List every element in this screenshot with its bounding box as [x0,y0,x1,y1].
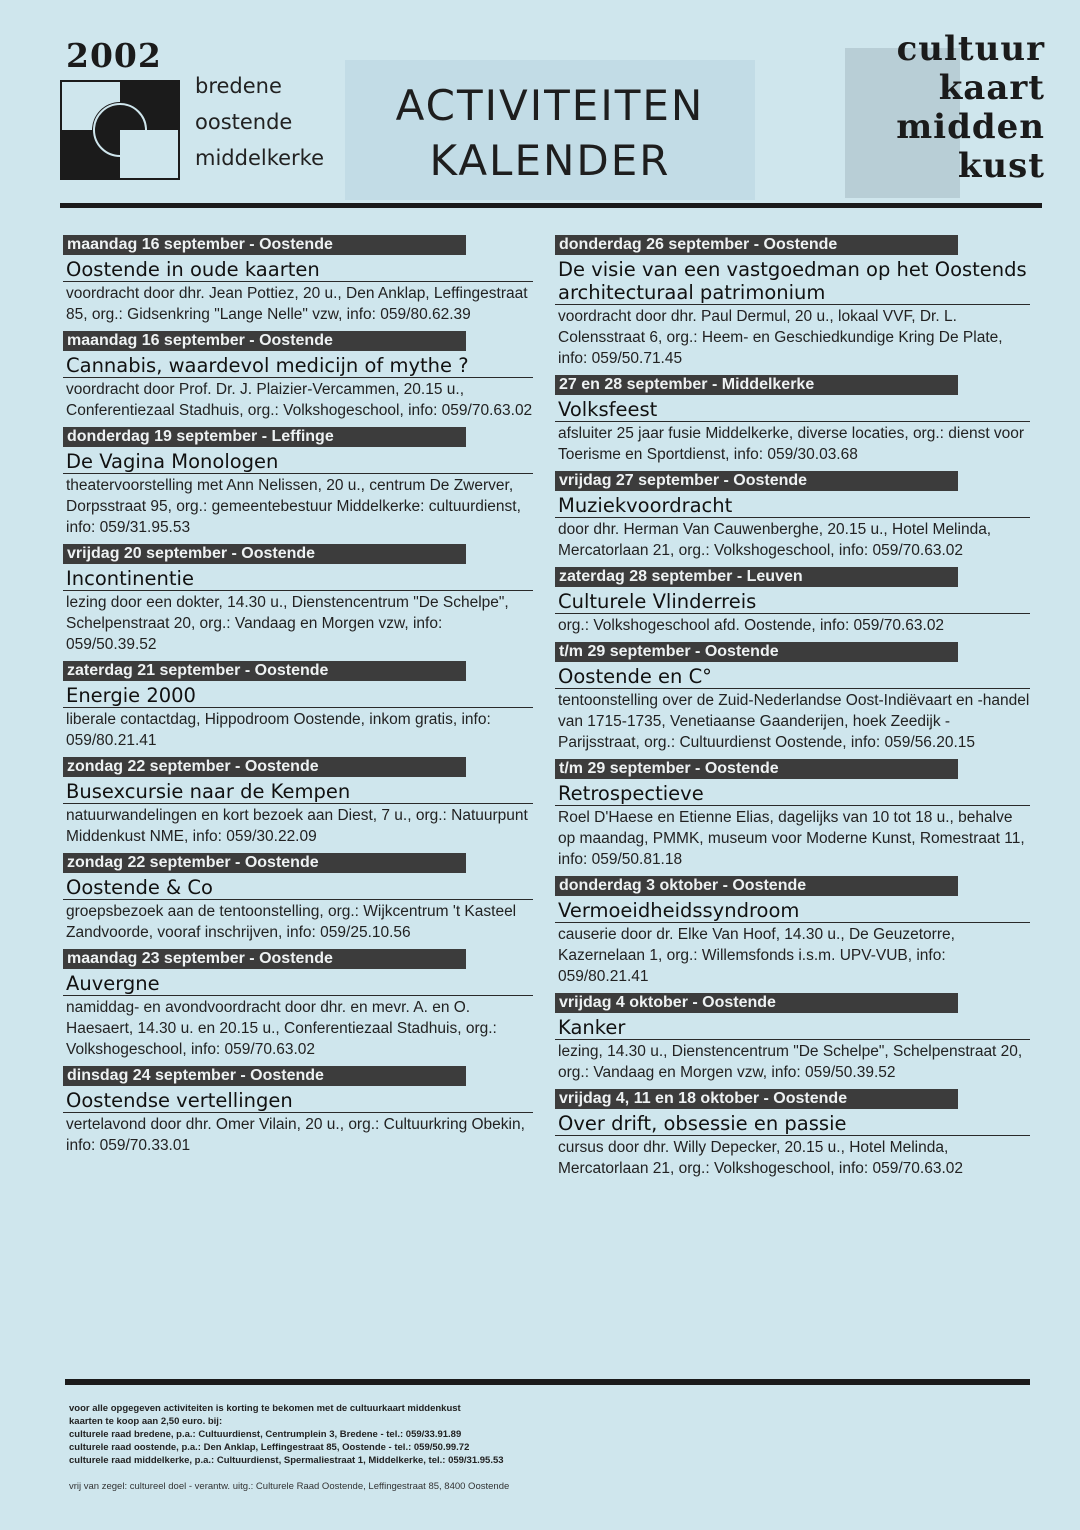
event-title: De Vagina Monologen [63,447,533,474]
event-description: voordracht door dhr. Jean Pottiez, 20 u., Den Anklap, Leffingestraat 85, org.: Gidsenkring "Lange Nelle" vzw, info: 059/80.62.39 [66,285,528,323]
event-item [555,993,1030,1083]
event-title: Retrospectieve [555,779,1030,806]
event-description: org.: Volkshogeschool afd. Oostende, info: 059/70.63.02 [558,617,945,634]
wordmark-line-2: kaart [938,68,1045,108]
town-bredene: bredene [195,74,282,98]
event-title: Oostendse vertellingen [63,1086,533,1113]
event-date: zaterdag 28 september - Leuven [555,567,958,587]
footer-line: culturele raad middelkerke, p.a.: Cultuurdienst, Spermaliestraat 1, Middelkerke, tel.: 059/31.95.53 [69,1455,504,1466]
event-date: t/m 29 september - Oostende [555,759,958,779]
title-line-1: ACTIVITEITEN [395,81,705,130]
event-date: maandag 16 september - Oostende [63,235,466,255]
event-title: De visie van een vastgoedman op het Oostends architecturaal patrimonium [555,255,1030,305]
wordmark-line-4: kust [957,146,1045,186]
event-description: voordracht door dhr. Paul Dermul, 20 u., lokaal VVF, Dr. L. Colensstraat 6, org.: Heem- en Geschiedkundige Kring De Plate, info: 059/50.71.45 [558,308,1003,367]
event-description: tentoonstelling over de Zuid-Nederlandse Oost-Indiëvaart en -handel van 1715-1735, Venetiaanse Gaanderijen, hoek Zeedijk - Parijsstraat, org.: Cultuurdienst Oostende, info: 059/56.20.15 [558,692,1030,751]
event-description: namiddag- en avondvoordracht door dhr. en mevr. A. en O. Haesaert, 14.30 u. en 20.15 u., Conferentiezaal Stadhuis, org.: Volkshogeschool, info: 059/70.63.02 [66,999,497,1058]
event-description: theatervoorstelling met Ann Nelissen, 20 u., centrum De Zwerver, Dorpsstraat 95, org.: gemeentebestuur Middelkerke: cultuurdienst, info: 059/31.95.53 [66,477,521,536]
event-item [63,757,533,847]
event-item [555,642,1030,753]
event-item [63,331,533,421]
event-description: liberale contactdag, Hippodroom Oostende, inkom gratis, info: 059/80.21.41 [66,711,491,749]
event-item [555,876,1030,987]
town-middelkerke: middelkerke [195,146,325,170]
header-divider [60,203,1042,208]
event-description: natuurwandelingen en kort bezoek aan Diest, 7 u., org.: Natuurpunt Middenkust NME, info: 059/30.22.09 [66,807,528,845]
event-description: Roel D'Haese en Etienne Elias, dagelijks van 10 tot 18 u., behalve op maandag, PMMK, museum voor Moderne Kunst, Romestraat 11, info: 059/50.81.18 [558,809,1025,868]
event-item [63,235,533,325]
footer-line: culturele raad oostende, p.a.: Den Anklap, Leffingestraat 85, Oostende - tel.: 059/50.99.72 [69,1442,470,1453]
publisher-note: vrij van zegel: cultureel doel - verantw. uitg.: Culturele Raad Oostende, Leffingestraat 85, 8400 Oostende [69,1481,510,1492]
event-item [63,949,533,1060]
event-title: Kanker [555,1013,1030,1040]
page-title [345,78,755,188]
event-description: groepsbezoek aan de tentoonstelling, org.: Wijkcentrum 't Kasteel Zandvoorde, vooraf inschrijven, info: 059/25.10.56 [66,903,517,941]
event-date: donderdag 3 oktober - Oostende [555,876,958,896]
event-item [63,1066,533,1156]
town-oostende: oostende [195,110,293,134]
cultuurkaart-wordmark [845,30,1045,200]
footer-line: voor alle opgegeven activiteiten is korting te bekomen met de cultuurkaart middenkust [69,1403,461,1414]
footer-line: kaarten te koop aan 2,50 euro. bij: [69,1416,223,1427]
event-title: Cannabis, waardevol medicijn of mythe ? [63,351,533,378]
event-description: afsluiter 25 jaar fusie Middelkerke, diverse locaties, org.: dienst voor Toerisme en Sportdienst, info: 059/30.03.68 [558,425,1025,463]
event-date: donderdag 26 september - Oostende [555,235,958,255]
town-list [195,68,324,176]
footer-info [69,1402,1029,1467]
event-title: Muziekvoordracht [555,491,1030,518]
event-title: Over drift, obsessie en passie [555,1109,1030,1136]
event-title: Incontinentie [63,564,533,591]
event-title: Vermoeidheidssyndroom [555,896,1030,923]
event-description: door dhr. Herman Van Cauwenberghe, 20.15 u., Hotel Melinda, Mercatorlaan 21, org.: Volkshogeschool, info: 059/70.63.02 [558,521,992,559]
event-item [555,375,1030,465]
event-date: 27 en 28 september - Middelkerke [555,375,958,395]
event-item [63,427,533,538]
event-title: Culturele Vlinderreis [555,587,1030,614]
event-description: vertelavond door dhr. Omer Vilain, 20 u., org.: Cultuurkring Obekin, info: 059/70.33.01 [66,1116,525,1154]
wordmark-line-1: cultuur [896,29,1045,69]
event-description: causerie door dr. Elke Van Hoof, 14.30 u., De Geuzetorre, Kazernelaan 1, org.: Willemsfonds i.s.m. UPV-VUB, info: 059/80.21.41 [558,926,955,985]
event-title: Oostende en C° [555,662,1030,689]
title-box [345,60,755,200]
event-item [555,567,1030,636]
event-date: zaterdag 21 september - Oostende [63,661,466,681]
event-title: Oostende in oude kaarten [63,255,533,282]
event-item [555,471,1030,561]
event-date: t/m 29 september - Oostende [555,642,958,662]
event-item [63,661,533,751]
event-item [63,853,533,943]
event-description: voordracht door Prof. Dr. J. Plaizier-Vercammen, 20.15 u., Conferentiezaal Stadhuis, org.: Volkshogeschool, info: 059/70.63.02 [66,381,533,419]
wordmark-line-3: midden [896,107,1045,147]
events-column-right [555,235,1030,1185]
event-title: Busexcursie naar de Kempen [63,777,533,804]
year-label: 2002 [66,36,162,75]
event-date: dinsdag 24 september - Oostende [63,1066,466,1086]
event-item [63,544,533,655]
event-item [555,235,1030,369]
event-description: lezing door een dokter, 14.30 u., Dienstencentrum "De Schelpe", Schelpenstraat 20, org.: Vandaag en Morgen vzw, info: 059/50.39.52 [66,594,509,653]
event-date: maandag 23 september - Oostende [63,949,466,969]
event-date: vrijdag 4 oktober - Oostende [555,993,958,1013]
event-date: vrijdag 4, 11 en 18 oktober - Oostende [555,1089,958,1109]
event-title: Energie 2000 [63,681,533,708]
cultuurkaart-logo-icon [60,80,180,180]
event-date: zondag 22 september - Oostende [63,853,466,873]
event-title: Volksfeest [555,395,1030,422]
event-date: donderdag 19 september - Leffinge [63,427,466,447]
event-date: vrijdag 20 september - Oostende [63,544,466,564]
event-item [555,759,1030,870]
event-description: cursus door dhr. Willy Depecker, 20.15 u., Hotel Melinda, Mercatorlaan 21, org.: Volkshogeschool, info: 059/70.63.02 [558,1139,963,1177]
event-description: lezing, 14.30 u., Dienstencentrum "De Schelpe", Schelpenstraat 20, org.: Vandaag en Morgen vzw, info: 059/50.39.52 [558,1043,1023,1081]
event-date: maandag 16 september - Oostende [63,331,466,351]
footer-divider [65,1379,1030,1385]
event-title: Oostende & Co [63,873,533,900]
page-header [0,0,1080,205]
footer-line: culturele raad bredene, p.a.: Cultuurdienst, Centrumplein 3, Bredene - tel.: 059/33.91.89 [69,1429,462,1440]
event-date: zondag 22 september - Oostende [63,757,466,777]
event-item [555,1089,1030,1179]
event-title: Auvergne [63,969,533,996]
event-date: vrijdag 27 september - Oostende [555,471,958,491]
events-column-left [63,235,533,1162]
title-line-2: KALENDER [429,136,671,185]
